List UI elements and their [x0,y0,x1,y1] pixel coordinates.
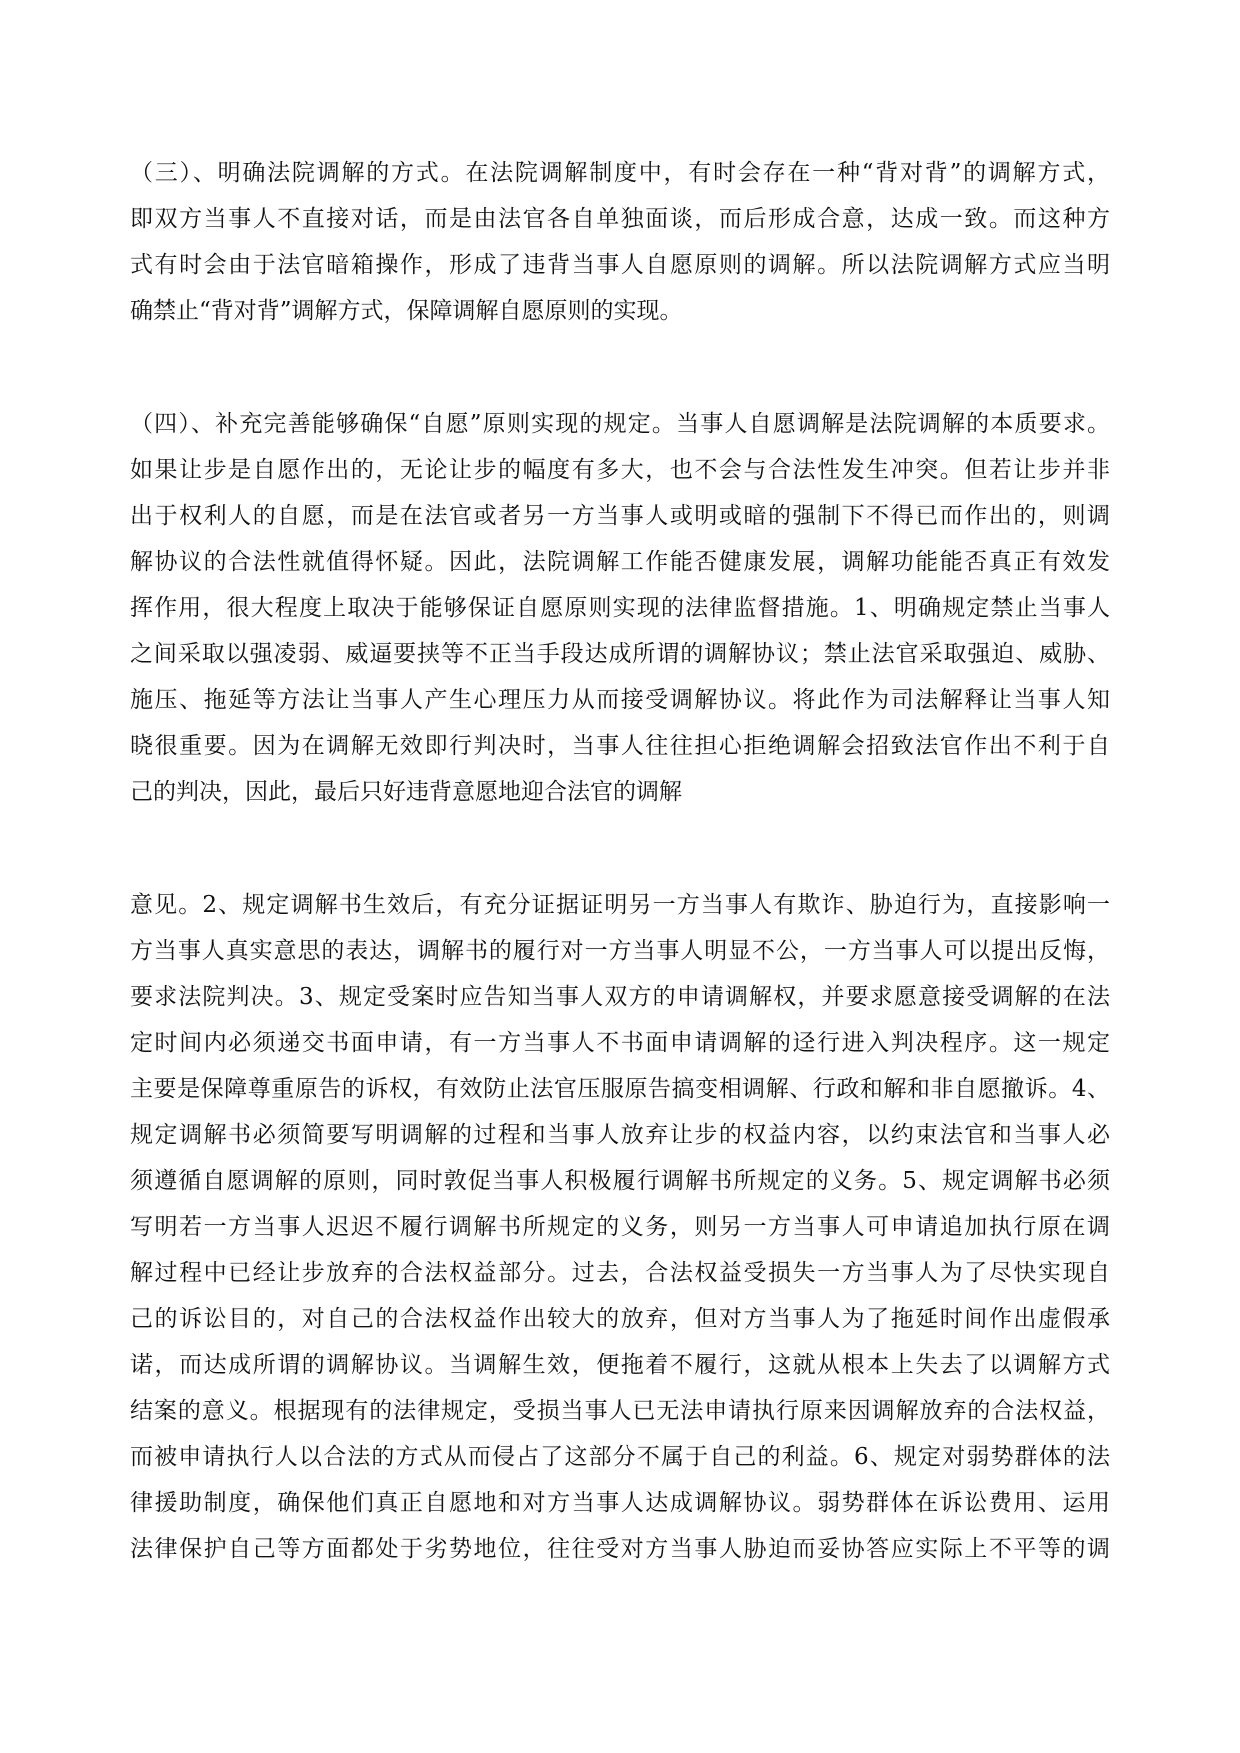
paragraph-3-line-1: 意见。2、规定调解书生效后，有充分证据证明另一方当事人有欺诈、胁迫行为，直接影响一 [130,892,1110,918]
paragraph-3-line-15: 法律保护自己等方面都处于劣势地位，往往受对方当事人胁迫而妥协答应实际上不平等的调 [130,1536,1110,1562]
paragraph-2-line-3: 出于权利人的自愿，而是在法官或者另一方当事人或明或暗的强制下不得已而作出的，则调 [130,503,1110,529]
paragraph-2-line-1: （四）、补充完善能够确保“自愿”原则实现的规定。当事人自愿调解是法院调解的本质要求。 [130,411,1110,437]
paragraph-2-line-7: 施压、拖延等方法让当事人产生心理压力从而接受调解协议。将此作为司法解释让当事人知 [130,687,1110,713]
paragraph-1-line-3: 式有时会由于法官暗箱操作，形成了违背当事人自愿原则的调解。所以法院调解方式应当明 [130,252,1110,278]
paragraph-3-line-4: 定时间内必须递交书面申请，有一方当事人不书面申请调解的迳行进入判决程序。这一规定 [130,1030,1110,1056]
paragraph-3-line-11: 诺，而达成所谓的调解协议。当调解生效，便拖着不履行，这就从根本上失去了以调解方式 [130,1352,1110,1378]
paragraph-3-line-6: 规定调解书必须简要写明调解的过程和当事人放弃让步的权益内容，以约束法官和当事人必 [130,1122,1110,1148]
paragraph-3-line-14: 律援助制度，确保他们真正自愿地和对方当事人达成调解协议。弱势群体在诉讼费用、运用 [130,1490,1110,1516]
paragraph-3-line-7: 须遵循自愿调解的原则，同时敦促当事人积极履行调解书所规定的义务。5、规定调解书必须 [130,1168,1110,1194]
paragraph-2-line-6: 之间采取以强凌弱、威逼要挟等不正当手段达成所谓的调解协议；禁止法官采取强迫、威胁、 [130,641,1110,667]
paragraph-2-line-8: 晓很重要。因为在调解无效即行判决时，当事人往往担心拒绝调解会招致法官作出不利于自 [130,733,1110,759]
paragraph-1-line-4: 确禁止“背对背”调解方式，保障调解自愿原则的实现。 [130,298,683,324]
paragraph-1-line-2: 即双方当事人不直接对话，而是由法官各自单独面谈，而后形成合意，达成一致。而这种方 [130,206,1110,232]
paragraph-1-line-1: （三）、明确法院调解的方式。在法院调解制度中，有时会存在一种“背对背”的调解方式， [130,160,1110,186]
paragraph-3-line-8: 写明若一方当事人迟迟不履行调解书所规定的义务，则另一方当事人可申请追加执行原在调 [130,1214,1110,1240]
paragraph-2-line-2: 如果让步是自愿作出的，无论让步的幅度有多大，也不会与合法性发生冲突。但若让步并非 [130,457,1110,483]
paragraph-3-line-12: 结案的意义。根据现有的法律规定，受损当事人已无法申请执行原来因调解放弃的合法权益， [130,1398,1110,1424]
paragraph-2-line-9: 己的判决，因此，最后只好违背意愿地迎合法官的调解 [130,779,682,805]
paragraph-3-line-10: 己的诉讼目的，对自己的合法权益作出较大的放弃，但对方当事人为了拖延时间作出虚假承 [130,1306,1110,1332]
paragraph-3-line-9: 解过程中已经让步放弃的合法权益部分。过去，合法权益受损失一方当事人为了尽快实现自 [130,1260,1110,1286]
paragraph-3-line-5: 主要是保障尊重原告的诉权，有效防止法官压服原告搞变相调解、行政和解和非自愿撤诉。4、 [130,1076,1110,1102]
paragraph-3-line-2: 方当事人真实意思的表达，调解书的履行对一方当事人明显不公，一方当事人可以提出反悔， [130,938,1110,964]
paragraph-2-line-4: 解协议的合法性就值得怀疑。因此，法院调解工作能否健康发展，调解功能能否真正有效发 [130,549,1110,575]
paragraph-3-line-3: 要求法院判决。3、规定受案时应告知当事人双方的申请调解权，并要求愿意接受调解的在法 [130,984,1110,1010]
paragraph-3-line-13: 而被申请执行人以合法的方式从而侵占了这部分不属于自己的利益。6、规定对弱势群体的法 [130,1444,1110,1470]
paragraph-2-line-5: 挥作用，很大程度上取决于能够保证自愿原则实现的法律监督措施。1、明确规定禁止当事人 [130,595,1110,621]
